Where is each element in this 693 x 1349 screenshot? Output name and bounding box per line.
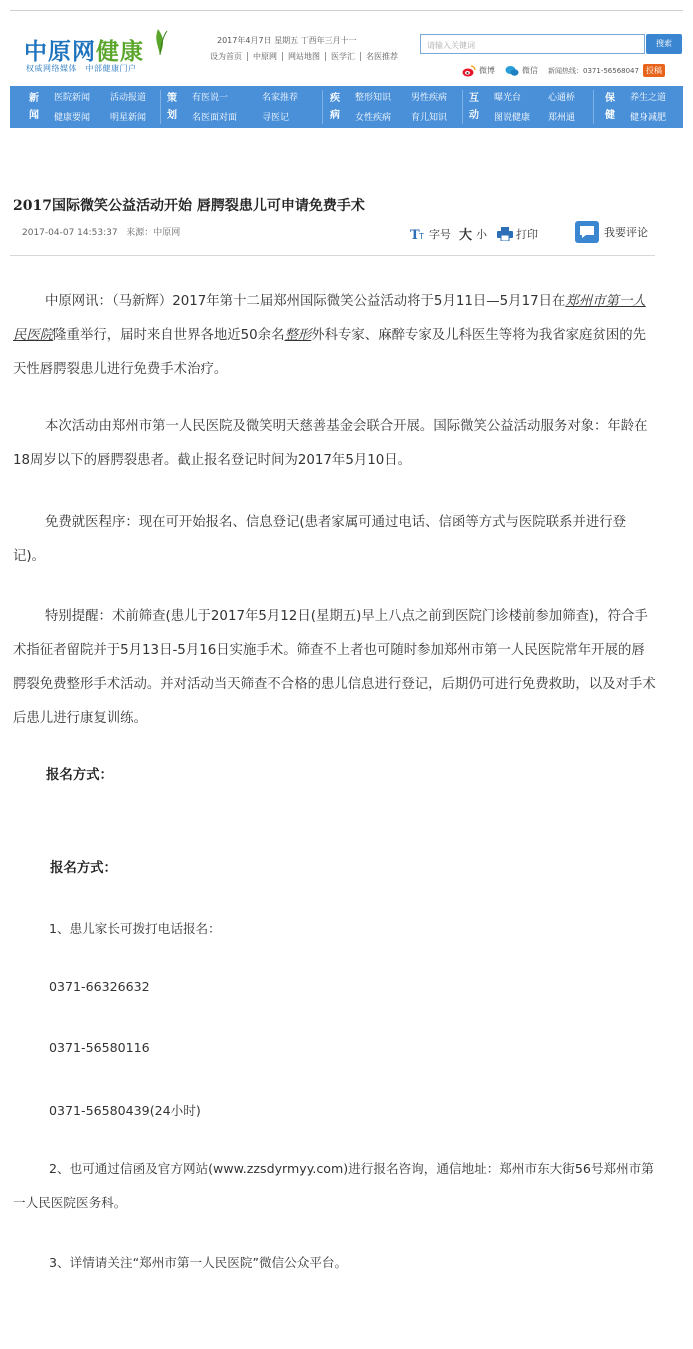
signup-item-mail: 2、也可通过信函及官方网站(www.zzsdyrmyy.com)进行报名咨询，通信地址：郑州市东大街56号郑州市第一人民医院医务科。 <box>13 1161 654 1210</box>
paragraph-intro: 中原网讯：（马新辉）2017年第十二届郑州国际微笑公益活动将于5月11日—5月17日在郑州市第一人民医院隆重举行，届时来自世界各地近50余名整形外科专家、麻醉专家及儿科医生等将为我省家庭贫困的先天性唇腭裂患儿进行免费手术治疗。 <box>13 294 647 377</box>
nav-item-event-report[interactable]: 活动报道 <box>110 93 147 103</box>
site-logo[interactable] <box>24 25 174 77</box>
logo-text: 中原网健康 <box>24 39 144 65</box>
phone-number-2: 0371-56580116 <box>49 1040 150 1055</box>
nav-item-hospital-news[interactable]: 医院新闻 <box>54 93 91 103</box>
font-big-button[interactable]: 大 <box>459 228 473 243</box>
paragraph-organizer: 本次活动由郑州市第一人民医院及微笑明天慈善基金会联合开展。国际微笑公益活动服务对象：年龄在18周岁以下的唇腭裂患者。截止报名登记时间为2017年5月10日。 <box>13 419 648 468</box>
quick-link-zynet[interactable]: 中原网 <box>247 52 282 61</box>
quick-links <box>205 52 403 61</box>
phone-number-1: 0371-66326632 <box>49 979 150 994</box>
nav-item-heart-bridge[interactable]: 心通桥 <box>548 93 576 103</box>
nav-separator <box>593 90 594 124</box>
quick-link-home[interactable]: 设为首页 <box>210 52 242 61</box>
nav-item-picture-health[interactable]: 图说健康 <box>494 113 531 123</box>
top-border <box>10 10 683 11</box>
quick-link-doctors[interactable]: 名医推荐 <box>360 52 403 61</box>
svg-text:T: T <box>419 231 424 241</box>
svg-text:T: T <box>410 227 420 241</box>
font-small-button[interactable]: 小 <box>476 227 488 241</box>
paragraph-procedure: 免费就医程序：现在可开始报名、信息登记(患者家属可通过电话、信函等方式与医院联系并进行登记)。 <box>13 515 627 564</box>
article-title: 2017国际微笑公益活动开始 唇腭裂患儿可申请免费手术 <box>13 198 365 214</box>
article-datetime: 2017-04-07 14:53:37 <box>22 228 118 238</box>
hotline: 新闻热线：0371-56568047 <box>548 66 639 75</box>
date-line: 2017年4月7日 星期五 丁酉年三月十一 <box>217 36 357 45</box>
paragraph-reminder: 特别提醒：术前筛查(患儿于2017年5月12日(星期五)早上八点之前到医院门诊楼前参加筛查)，符合手术指征者留院并于5月13日-5月16日实施手术。筛查不上者也可随时参加郑州市第一人民医院常年开展的唇腭裂免费整形手术活动。并对活动当天筛查不合格的患儿信息进行登记，后期仍可进行免费救助，以及对手术后患儿进行康复训练。 <box>13 609 656 726</box>
search-input[interactable]: 请输入关键词 <box>420 34 645 54</box>
weibo-link[interactable]: 微博 <box>462 65 495 77</box>
nav-separator <box>160 90 161 124</box>
nav-item-fitness[interactable]: 健身减肥 <box>630 113 667 123</box>
print-button[interactable]: 打印 <box>516 227 539 241</box>
wechat-icon <box>505 65 519 77</box>
main-nav <box>10 86 683 128</box>
article-meta <box>22 225 180 238</box>
nav-item-star-news[interactable]: 明星新闻 <box>110 113 147 123</box>
signup-item-phone: 1、患儿家长可拨打电话报名： <box>49 921 221 936</box>
nav-item-health-news[interactable]: 健康要闻 <box>54 113 91 123</box>
link-hospital[interactable]: 郑州市第一人民医院 <box>13 294 646 343</box>
nav-item-male-disease[interactable]: 男性疾病 <box>411 93 448 103</box>
nav-separator <box>462 90 463 124</box>
comment-icon <box>575 221 599 243</box>
weibo-icon <box>462 65 476 77</box>
phone-number-3: 0371-56580439(24小时) <box>49 1103 201 1118</box>
nav-item-exposure[interactable]: 曝光台 <box>494 93 522 103</box>
social-bar <box>462 64 665 77</box>
report-button[interactable]: 投稿 <box>643 64 665 77</box>
nav-item-parenting[interactable]: 育儿知识 <box>411 113 448 123</box>
signup-heading: 报名方式： <box>46 768 113 783</box>
nav-item-face-to-face[interactable]: 名医面对面 <box>192 113 238 123</box>
article-source: 来源：中原网 <box>126 228 181 238</box>
quick-link-medical[interactable]: 医学汇 <box>325 52 360 61</box>
nav-item-doctor-talk[interactable]: 有医说一 <box>192 93 229 103</box>
nav-item-expert-recommend[interactable]: 名家推荐 <box>262 93 299 103</box>
nav-item-female-disease[interactable]: 女性疾病 <box>355 113 392 123</box>
nav-cat-disease[interactable]: 疾 病 <box>330 93 340 121</box>
weixin-link[interactable]: 微信 <box>505 65 538 77</box>
print-icon <box>497 227 513 241</box>
comment-button[interactable]: 我要评论 <box>575 221 648 243</box>
nav-item-plastic[interactable]: 整形知识 <box>355 93 392 103</box>
nav-cat-planning[interactable]: 策 划 <box>167 93 177 121</box>
font-size-icon <box>410 227 426 241</box>
link-plastic[interactable]: 整形 <box>284 328 312 343</box>
logo-subtitle: 权威网络媒体 中部健康门户 <box>26 64 137 73</box>
nav-cat-interact[interactable]: 互 动 <box>469 93 479 121</box>
nav-cat-care[interactable]: 保 健 <box>605 93 615 121</box>
nav-item-zhengzhou[interactable]: 郑州通 <box>548 113 576 123</box>
header-divider <box>10 255 655 256</box>
signup-heading-repeat: 报名方式： <box>50 861 117 876</box>
nav-item-wellness[interactable]: 养生之道 <box>630 93 667 103</box>
quick-link-sitemap[interactable]: 网站地图 <box>282 52 325 61</box>
nav-separator <box>322 90 323 124</box>
nav-item-seek-doctor[interactable]: 寻医记 <box>262 113 290 123</box>
leaf-icon <box>152 25 168 55</box>
nav-cat-news[interactable]: 新 闻 <box>29 93 39 121</box>
search-button[interactable]: 搜索 <box>646 34 682 54</box>
font-size-label: 字号 <box>429 227 451 241</box>
signup-item-wechat: 3、详情请关注“郑州市第一人民医院”微信公众平台。 <box>49 1255 348 1270</box>
article-tools <box>410 224 538 243</box>
